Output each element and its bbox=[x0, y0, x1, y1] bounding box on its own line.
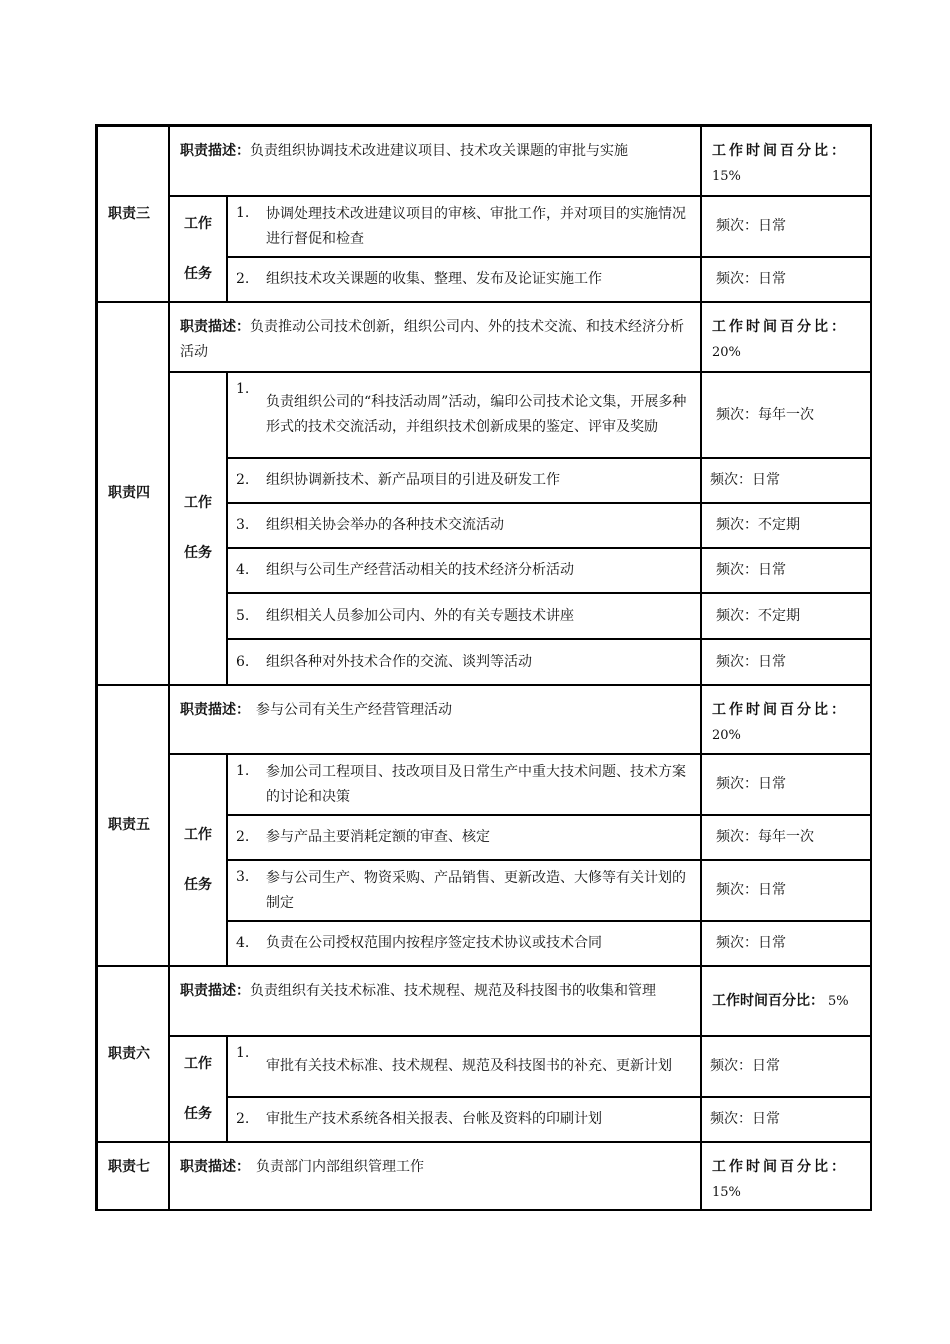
duty-4-label bbox=[97, 302, 169, 685]
pct-value: 15% bbox=[712, 169, 741, 184]
task-text: 负责在公司授权范围内按程序签定技术协议或技术合同 bbox=[266, 935, 602, 951]
duty-5-task-2 bbox=[227, 815, 701, 860]
duty-name: 职责六 bbox=[108, 1045, 150, 1062]
pct-label: 工作时间百分比： bbox=[712, 319, 848, 335]
task-number: 1. bbox=[236, 381, 250, 397]
frequency-text: 频次：日常 bbox=[716, 218, 786, 234]
task-number: 4. bbox=[236, 935, 250, 951]
task-number: 2. bbox=[236, 271, 250, 287]
desc-label: 职责描述： bbox=[180, 143, 250, 159]
frequency-text: 频次：不定期 bbox=[716, 517, 800, 533]
task-number: 6. bbox=[236, 653, 250, 670]
pct-value: 20% bbox=[712, 345, 741, 360]
task-text: 组织技术攻关课题的收集、整理、发布及论证实施工作 bbox=[266, 271, 602, 287]
desc-label: 职责描述： bbox=[180, 702, 250, 718]
duty-6-task-2 bbox=[227, 1097, 701, 1142]
duty-6-task-2-frequency bbox=[701, 1097, 872, 1142]
task-text: 组织协调新技术、新产品项目的引进及研发工作 bbox=[266, 472, 560, 488]
task-number: 1. bbox=[236, 205, 250, 221]
desc-text: 参与公司有关生产经营管理活动 bbox=[256, 702, 452, 718]
duty-3-task-2-frequency bbox=[701, 257, 872, 302]
duty-6-label bbox=[97, 966, 169, 1142]
duty-5-task-4-frequency bbox=[701, 921, 872, 966]
duty-4-task-3-frequency bbox=[701, 503, 872, 548]
task-number: 2. bbox=[236, 829, 250, 845]
duty-4-time-percent bbox=[701, 302, 872, 372]
task-number: 1. bbox=[236, 1045, 250, 1061]
duty-4-task-6-frequency bbox=[701, 639, 872, 685]
task-text: 参与公司生产、物资采购、产品销售、更新改造、大修等有关计划的制定 bbox=[266, 869, 686, 911]
duty-4-task-1 bbox=[227, 372, 701, 458]
task-number: 2. bbox=[236, 1111, 250, 1127]
task-number: 1. bbox=[236, 763, 250, 779]
pct-label: 工作时间百分比： bbox=[712, 702, 848, 718]
duty-3-task-2 bbox=[227, 257, 701, 302]
duty-4-task-5-frequency bbox=[701, 593, 872, 639]
duty-4-task-3 bbox=[227, 503, 701, 548]
frequency-text: 频次：日常 bbox=[710, 472, 780, 488]
task-header-line1: 工作 bbox=[184, 495, 212, 511]
duty-7-time-percent bbox=[701, 1142, 872, 1211]
task-text: 审批有关技术标准、技术规程、规范及科技图书的补充、更新计划 bbox=[266, 1058, 672, 1074]
duty-5-task-3 bbox=[227, 860, 701, 921]
frequency-text: 频次：日常 bbox=[716, 882, 786, 898]
duty-5-task-2-frequency bbox=[701, 815, 872, 860]
pct-label: 工作时间百分比： bbox=[712, 143, 848, 159]
task-text: 负责组织公司的“科技活动周”活动，编印公司技术论文集，开展多种形式的技术交流活动，并组织技术创新成果的鉴定、评审及奖励 bbox=[266, 394, 687, 435]
task-text: 参加公司工程项目、技改项目及日常生产中重大技术问题、技术方案的讨论和决策 bbox=[266, 763, 686, 805]
task-text: 组织相关人员参加公司内、外的有关专题技术讲座 bbox=[266, 607, 574, 624]
duty-4-description bbox=[169, 302, 701, 372]
pct-label: 工作时间百分比： bbox=[712, 992, 824, 1009]
duty-5-description bbox=[169, 685, 701, 754]
task-text: 组织与公司生产经营活动相关的技术经济分析活动 bbox=[266, 562, 574, 578]
frequency-text: 频次：日常 bbox=[716, 776, 786, 792]
task-text: 协调处理技术改进建议项目的审核、审批工作，并对项目的实施情况进行督促和检查 bbox=[266, 205, 686, 247]
task-header bbox=[169, 372, 227, 685]
task-header-line2: 任务 bbox=[184, 265, 212, 282]
duty-name: 职责五 bbox=[108, 817, 150, 833]
duty-4-task-4-frequency bbox=[701, 548, 872, 593]
duty-name: 职责三 bbox=[108, 205, 150, 222]
duty-4-task-5 bbox=[227, 593, 701, 639]
desc-label: 职责描述： bbox=[180, 983, 250, 999]
duty-7-description bbox=[169, 1142, 701, 1211]
frequency-text: 频次：每年一次 bbox=[716, 406, 814, 423]
task-text: 审批生产技术系统各相关报表、台帐及资料的印刷计划 bbox=[266, 1111, 602, 1127]
duty-3-task-1-frequency bbox=[701, 196, 872, 257]
task-text: 参与产品主要消耗定额的审查、核定 bbox=[266, 829, 490, 845]
task-header-line2: 任务 bbox=[184, 876, 212, 893]
frequency-text: 频次：不定期 bbox=[716, 607, 800, 624]
duty-3-description bbox=[169, 126, 701, 196]
desc-text: 负责组织协调技术改进建议项目、技术攻关课题的审批与实施 bbox=[250, 143, 628, 159]
duty-name: 职责七 bbox=[108, 1159, 150, 1175]
duty-5-label bbox=[97, 685, 169, 966]
task-header-line2: 任务 bbox=[184, 1105, 212, 1122]
duty-5-task-3-frequency bbox=[701, 860, 872, 921]
frequency-text: 频次：日常 bbox=[716, 271, 786, 287]
duty-6-task-1-frequency bbox=[701, 1036, 872, 1097]
task-number: 3. bbox=[236, 869, 250, 885]
task-header-line2: 任务 bbox=[184, 545, 212, 561]
desc-text: 负责组织有关技术标准、技术规程、规范及科技图书的收集和管理 bbox=[250, 983, 656, 999]
task-header-line1: 工作 bbox=[184, 826, 212, 843]
frequency-text: 频次：日常 bbox=[716, 935, 786, 951]
task-header-line1: 工作 bbox=[184, 215, 212, 232]
desc-text: 负责部门内部组织管理工作 bbox=[256, 1159, 424, 1175]
frequency-text: 频次：日常 bbox=[716, 653, 786, 670]
pct-label: 工作时间百分比： bbox=[712, 1159, 848, 1175]
task-number: 2. bbox=[236, 472, 250, 488]
duty-4-task-2 bbox=[227, 458, 701, 503]
duty-5-time-percent bbox=[701, 685, 872, 754]
duty-7-label bbox=[97, 1142, 169, 1211]
pct-value: 15% bbox=[712, 1185, 741, 1200]
duty-6-time-percent bbox=[701, 966, 872, 1036]
task-text: 组织相关协会举办的各种技术交流活动 bbox=[266, 517, 504, 533]
duty-name: 职责四 bbox=[108, 485, 150, 501]
duty-5-task-1-frequency bbox=[701, 754, 872, 815]
duty-3-time-percent bbox=[701, 126, 872, 196]
task-header-line1: 工作 bbox=[184, 1055, 212, 1072]
pct-value: 5% bbox=[828, 993, 849, 1009]
desc-text: 负责推动公司技术创新，组织公司内、外的技术交流、和技术经济分析活动 bbox=[180, 319, 684, 360]
frequency-text: 频次：日常 bbox=[716, 562, 786, 578]
task-header bbox=[169, 196, 227, 302]
duty-4-task-1-frequency bbox=[701, 372, 872, 458]
duty-4-task-4 bbox=[227, 548, 701, 593]
duty-5-task-4 bbox=[227, 921, 701, 966]
task-number: 5. bbox=[236, 607, 250, 624]
duty-3-task-1 bbox=[227, 196, 701, 257]
pct-value: 20% bbox=[712, 728, 741, 743]
desc-label: 职责描述： bbox=[180, 1159, 250, 1175]
frequency-text: 频次：日常 bbox=[710, 1111, 780, 1127]
duty-4-task-2-frequency bbox=[701, 458, 872, 503]
task-header bbox=[169, 1036, 227, 1142]
duty-5-task-1 bbox=[227, 754, 701, 815]
duty-table bbox=[95, 124, 872, 1211]
task-number: 3. bbox=[236, 517, 250, 533]
duty-6-description bbox=[169, 966, 701, 1036]
task-header bbox=[169, 754, 227, 966]
duty-4-task-6 bbox=[227, 639, 701, 685]
desc-label: 职责描述： bbox=[180, 319, 250, 335]
task-text: 组织各种对外技术合作的交流、谈判等活动 bbox=[266, 653, 532, 670]
frequency-text: 频次：日常 bbox=[710, 1058, 780, 1074]
task-number: 4. bbox=[236, 562, 250, 578]
duty-6-task-1 bbox=[227, 1036, 701, 1097]
frequency-text: 频次：每年一次 bbox=[716, 829, 814, 845]
duty-3-label bbox=[97, 126, 169, 302]
